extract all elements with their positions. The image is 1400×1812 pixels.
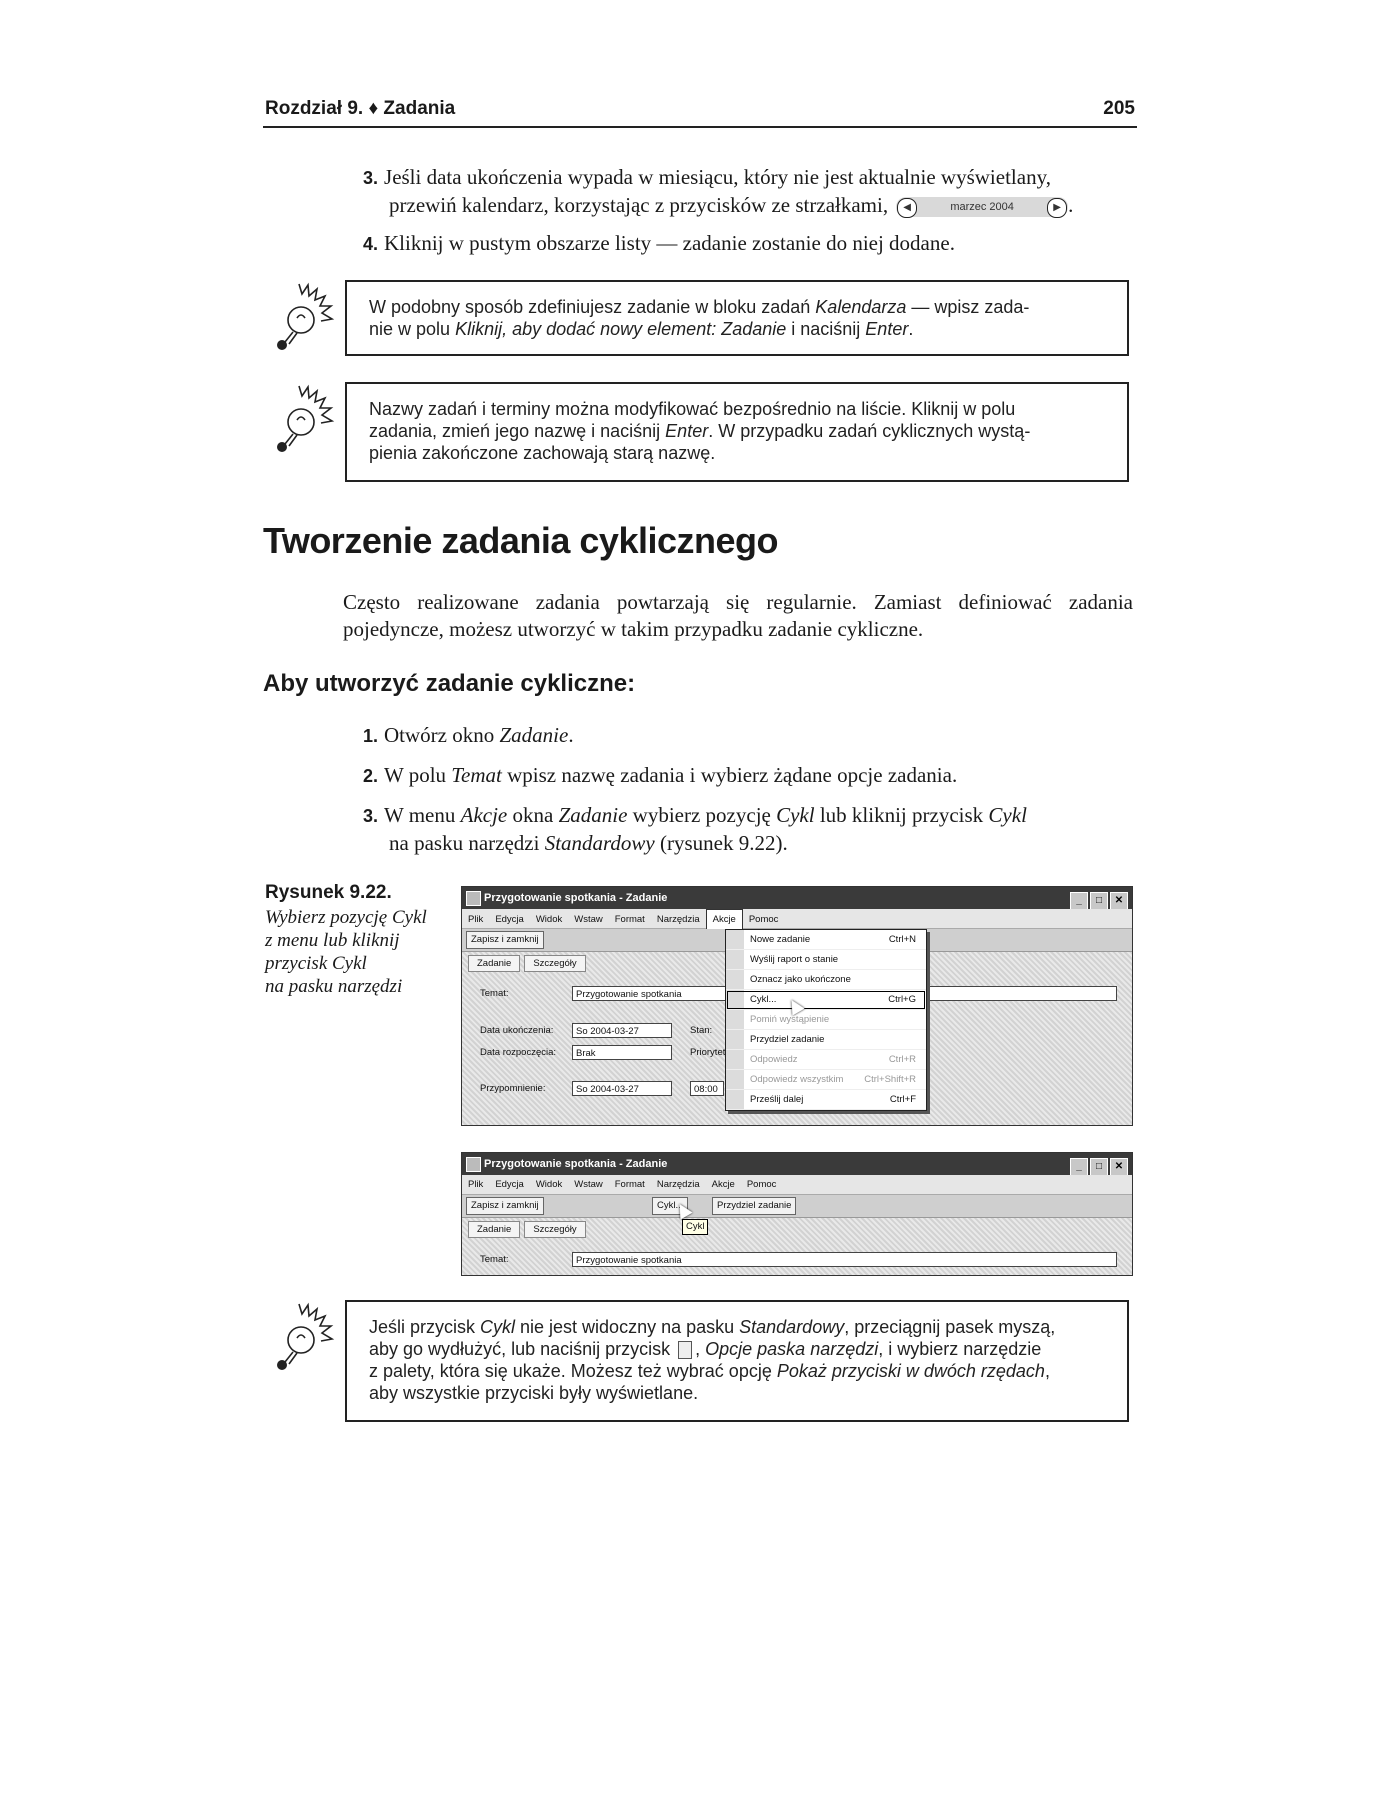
intro-paragraph: Często realizowane zadania powtarzają się regularnie. Zamiast definiować zadania pojedyncze, możesz utworzyć w takim przypadku zadanie cykliczne. — [343, 590, 1133, 641]
menu-edycja[interactable]: Edycja — [495, 914, 524, 925]
step-number: 4. — [363, 234, 379, 254]
step-text: W menu — [384, 803, 461, 827]
step-item — [363, 164, 1123, 219]
akcje-dropdown-menu — [725, 929, 927, 1111]
tip-box — [345, 280, 1129, 356]
menu-pomoc[interactable]: Pomoc — [746, 1179, 777, 1190]
menu-item-skip-occurrence[interactable] — [726, 1010, 926, 1030]
menu-akcje[interactable]: Akcje — [711, 1179, 735, 1190]
window-title: Przygotowanie spotkania - Zadanie — [484, 1158, 668, 1170]
calendar-month-label: marzec 2004 — [950, 201, 1014, 214]
menu-item-recurrence[interactable] — [726, 990, 926, 1010]
minimize-icon[interactable]: _ — [1070, 1158, 1088, 1176]
tip-italic: Enter — [865, 319, 909, 339]
close-icon[interactable]: ✕ — [1110, 892, 1128, 910]
tip-italic: Opcje paska narzędzi — [705, 1339, 879, 1359]
step-italic: Cykl — [776, 803, 815, 827]
step-text: Kliknij w pustym obszarze listy — zadanie zostanie do niej dodane. — [384, 231, 955, 255]
step-item — [363, 230, 1123, 258]
tip-box — [345, 382, 1129, 482]
recurrence-button[interactable]: Cykl... — [652, 1197, 688, 1215]
subject-input[interactable]: Przygotowanie spotkania — [572, 1252, 1117, 1267]
menu-item-label: Pomiń wystąpienie — [750, 1014, 830, 1025]
menu-item-label: Wyślij raport o stanie — [750, 954, 839, 965]
menu-item-shortcut: Ctrl+F — [889, 1094, 916, 1105]
tab-zadanie[interactable]: Zadanie — [468, 955, 520, 972]
tip-text: . W przypadku zadań cyklicznych wystą- — [708, 421, 1031, 441]
window-titlebar — [462, 1153, 1132, 1175]
tip-text: zadania, zmień jego nazwę i naciśnij — [369, 421, 666, 441]
maximize-icon[interactable]: □ — [1090, 892, 1108, 910]
step-italic: Zadanie — [558, 803, 628, 827]
tip-text: — wpisz zada- — [906, 297, 1030, 317]
arrow-right-icon: ▶ — [1047, 198, 1067, 218]
menu-wstaw[interactable]: Wstaw — [574, 914, 603, 925]
caption-line: z menu lub kliknij — [265, 930, 400, 951]
step-italic: Standardowy — [544, 831, 655, 855]
menu-item-assign-task[interactable] — [726, 1030, 926, 1050]
step-italic: Zadanie — [499, 723, 569, 747]
caption-line: przycisk Cykl — [265, 953, 367, 974]
lightbulb-tip-icon — [263, 280, 335, 352]
step-item — [363, 722, 1123, 750]
due-date-field[interactable]: So 2004-03-27 — [572, 1023, 672, 1038]
start-date-field[interactable]: Brak — [572, 1045, 672, 1060]
procedure-title: Aby utworzyć zadanie cykliczne: — [263, 670, 636, 697]
window-title: Przygotowanie spotkania - Zadanie — [484, 892, 668, 904]
save-close-button[interactable]: Zapisz i zamknij — [466, 1197, 544, 1215]
minimize-icon[interactable]: _ — [1070, 892, 1088, 910]
tab-szczegoly[interactable]: Szczegóły — [524, 955, 585, 972]
tip-text: . — [908, 319, 914, 339]
reminder-label: Przypomnienie: — [480, 1083, 546, 1094]
page-number: 205 — [1103, 98, 1135, 119]
lightbulb-tip-icon — [263, 1300, 335, 1372]
status-label: Stan: — [690, 1025, 713, 1036]
menu-item-reply[interactable] — [726, 1050, 926, 1070]
tip-text: pienia zakończone zachowają starą nazwę. — [369, 443, 716, 463]
menu-widok[interactable]: Widok — [535, 1179, 563, 1190]
window-titlebar — [462, 887, 1132, 909]
menu-plik[interactable]: Plik — [468, 914, 484, 925]
assign-task-button[interactable]: Przydziel zadanie — [712, 1197, 796, 1215]
step-text: przewiń kalendarz, korzystając z przycisków ze strzałkami, — [389, 193, 889, 217]
step-text: na pasku narzędzi — [389, 831, 545, 855]
subject-input[interactable]: Przygotowanie spotkania — [572, 986, 1117, 1001]
screenshot-toolbar — [461, 1152, 1133, 1276]
caption-line: na pasku narzędzi — [265, 976, 403, 997]
tip-box: Jeśli przycisk Cykl nie jest widoczny na pasku Standardowy, przeciągnij pasek myszą, aby go wydłużyć, lub naciśnij przycisk , Opcje paska narzędzi, i wybierz narzędzie z palety, która się ukaże. Możesz też wybrać opcję Pokaż przyciski w dwóch rzędach, aby wszystkie przyciski były wyświetlane. — [345, 1300, 1129, 1422]
task-window-icon — [466, 891, 481, 906]
tab-strip — [468, 1221, 590, 1238]
menu-item-label: Przydziel zadanie — [750, 1034, 825, 1045]
start-date-label: Data rozpoczęcia: — [480, 1047, 557, 1058]
menu-item-label: Oznacz jako ukończone — [750, 974, 851, 985]
step-item — [363, 762, 1123, 790]
step-text: wybierz pozycję — [627, 803, 777, 827]
menu-bar — [462, 1175, 1132, 1195]
tip-italic: Standardowy — [739, 1317, 845, 1337]
step-text: Otwórz okno — [384, 723, 500, 747]
priority-label: Priorytet — [690, 1047, 726, 1058]
menu-bar — [462, 909, 1132, 929]
tip-text: , — [1044, 1361, 1050, 1381]
menu-format[interactable]: Format — [614, 1179, 645, 1190]
tip-italic: Cykl — [480, 1317, 516, 1337]
reminder-date-field[interactable]: So 2004-03-27 — [572, 1081, 672, 1096]
subject-label: Temat: — [480, 988, 509, 999]
menu-item-reply-all[interactable] — [726, 1070, 926, 1090]
screenshot-menu — [461, 886, 1133, 1126]
figure-label: Rysunek 9.22. — [265, 882, 392, 903]
step-tail: . — [1068, 193, 1074, 217]
menu-format[interactable]: Format — [614, 914, 645, 925]
step-number: 2. — [363, 766, 379, 786]
header-rule — [263, 126, 1137, 128]
step-item — [363, 802, 1123, 857]
menu-item-status-report[interactable] — [726, 950, 926, 970]
tip-text: , przeciągnij pasek myszą, — [844, 1317, 1056, 1337]
calendar-nav-widget — [896, 197, 1068, 217]
menu-item-forward[interactable] — [726, 1090, 926, 1110]
menu-item-shortcut: Ctrl+R — [888, 1054, 916, 1065]
tip-italic: Kalendarza — [815, 297, 907, 317]
step-italic: Akcje — [460, 803, 508, 827]
menu-item-label: Cykl... — [750, 994, 777, 1005]
menu-wstaw[interactable]: Wstaw — [574, 1179, 603, 1190]
toolbar-options-icon — [678, 1341, 692, 1359]
standard-toolbar — [462, 1195, 1132, 1218]
menu-item-label: Prześlij dalej — [750, 1094, 804, 1105]
tip-text: nie jest widoczny na pasku — [515, 1317, 740, 1337]
step-text: lub kliknij przycisk — [814, 803, 989, 827]
menu-item-shortcut: Ctrl+N — [888, 934, 916, 945]
tab-zadanie[interactable]: Zadanie — [468, 1221, 520, 1238]
arrow-left-icon: ◀ — [897, 198, 917, 218]
menu-item-label: Odpowiedz wszystkim — [750, 1074, 844, 1085]
tip-italic: Kliknij, aby dodać nowy element: Zadanie — [455, 319, 787, 339]
tip-text: Jeśli przycisk — [369, 1317, 481, 1337]
tip-italic: Enter — [665, 421, 709, 441]
menu-item-shortcut: Ctrl+G — [888, 994, 916, 1005]
menu-item-label: Nowe zadanie — [750, 934, 811, 945]
menu-plik[interactable]: Plik — [468, 1179, 484, 1190]
running-head: Rozdział 9. ♦ Zadania — [265, 98, 456, 119]
menu-widok[interactable]: Widok — [535, 914, 563, 925]
maximize-icon[interactable]: □ — [1090, 1158, 1108, 1176]
section-title: Tworzenie zadania cyklicznego — [263, 520, 778, 561]
step-number: 3. — [363, 168, 379, 188]
step-text: okna — [507, 803, 559, 827]
tip-text: Nazwy zadań i terminy można modyfikować bezpośrednio na liście. Kliknij w polu — [369, 399, 1016, 419]
tab-strip — [468, 955, 590, 972]
tip-text: i naciśnij — [786, 319, 866, 339]
menu-edycja[interactable]: Edycja — [495, 1179, 524, 1190]
menu-akcje[interactable]: Akcje — [706, 909, 743, 930]
caption-line: Wybierz pozycję Cykl — [265, 907, 427, 928]
menu-narzedzia[interactable]: Narzędzia — [656, 914, 700, 925]
step-italic: Temat — [451, 763, 502, 787]
save-close-button[interactable]: Zapisz i zamknij — [466, 931, 544, 949]
reminder-time-field[interactable]: 08:00 — [690, 1081, 724, 1096]
tip-text: W podobny sposób zdefiniujesz zadanie w bloku zadań — [369, 297, 816, 317]
step-text: (rysunek 9.22). — [654, 831, 788, 855]
lightbulb-tip-icon — [263, 382, 335, 454]
step-text: Jeśli data ukończenia wypada w miesiącu, który nie jest aktualnie wyświetlany, — [384, 165, 1051, 189]
tab-szczegoly[interactable]: Szczegóły — [524, 1221, 585, 1238]
menu-item-label: Odpowiedz — [750, 1054, 798, 1065]
step-number: 1. — [363, 726, 379, 746]
step-number: 3. — [363, 806, 379, 826]
task-window-icon — [466, 1157, 481, 1172]
menu-item-shortcut: Ctrl+Shift+R — [864, 1074, 916, 1085]
subject-label: Temat: — [480, 1254, 509, 1265]
step-italic: Cykl — [988, 803, 1027, 827]
tip-text: aby wszystkie przyciski były wyświetlane. — [369, 1383, 699, 1403]
menu-narzedzia[interactable]: Narzędzia — [656, 1179, 700, 1190]
step-text: . — [568, 723, 574, 747]
step-text: W polu — [384, 763, 452, 787]
figure-caption — [265, 906, 445, 998]
menu-pomoc[interactable]: Pomoc — [748, 914, 779, 925]
due-date-label: Data ukończenia: — [480, 1025, 554, 1036]
tip-text: nie w polu — [369, 319, 456, 339]
close-icon[interactable]: ✕ — [1110, 1158, 1128, 1176]
tip-italic: Pokaż przyciski w dwóch rzędach — [776, 1361, 1045, 1381]
tip-text: aby go wydłużyć, lub naciśnij przycisk — [369, 1339, 676, 1359]
step-text: wpisz nazwę zadania i wybierz żądane opcje zadania. — [501, 763, 958, 787]
tip-text: , i wybierz narzędzie — [878, 1339, 1042, 1359]
tip-text: z palety, która się ukaże. Możesz też wybrać opcję — [369, 1361, 777, 1381]
menu-item-new-task[interactable] — [726, 930, 926, 950]
menu-item-mark-complete[interactable] — [726, 970, 926, 990]
recurrence-tooltip: Cykl — [682, 1219, 708, 1235]
